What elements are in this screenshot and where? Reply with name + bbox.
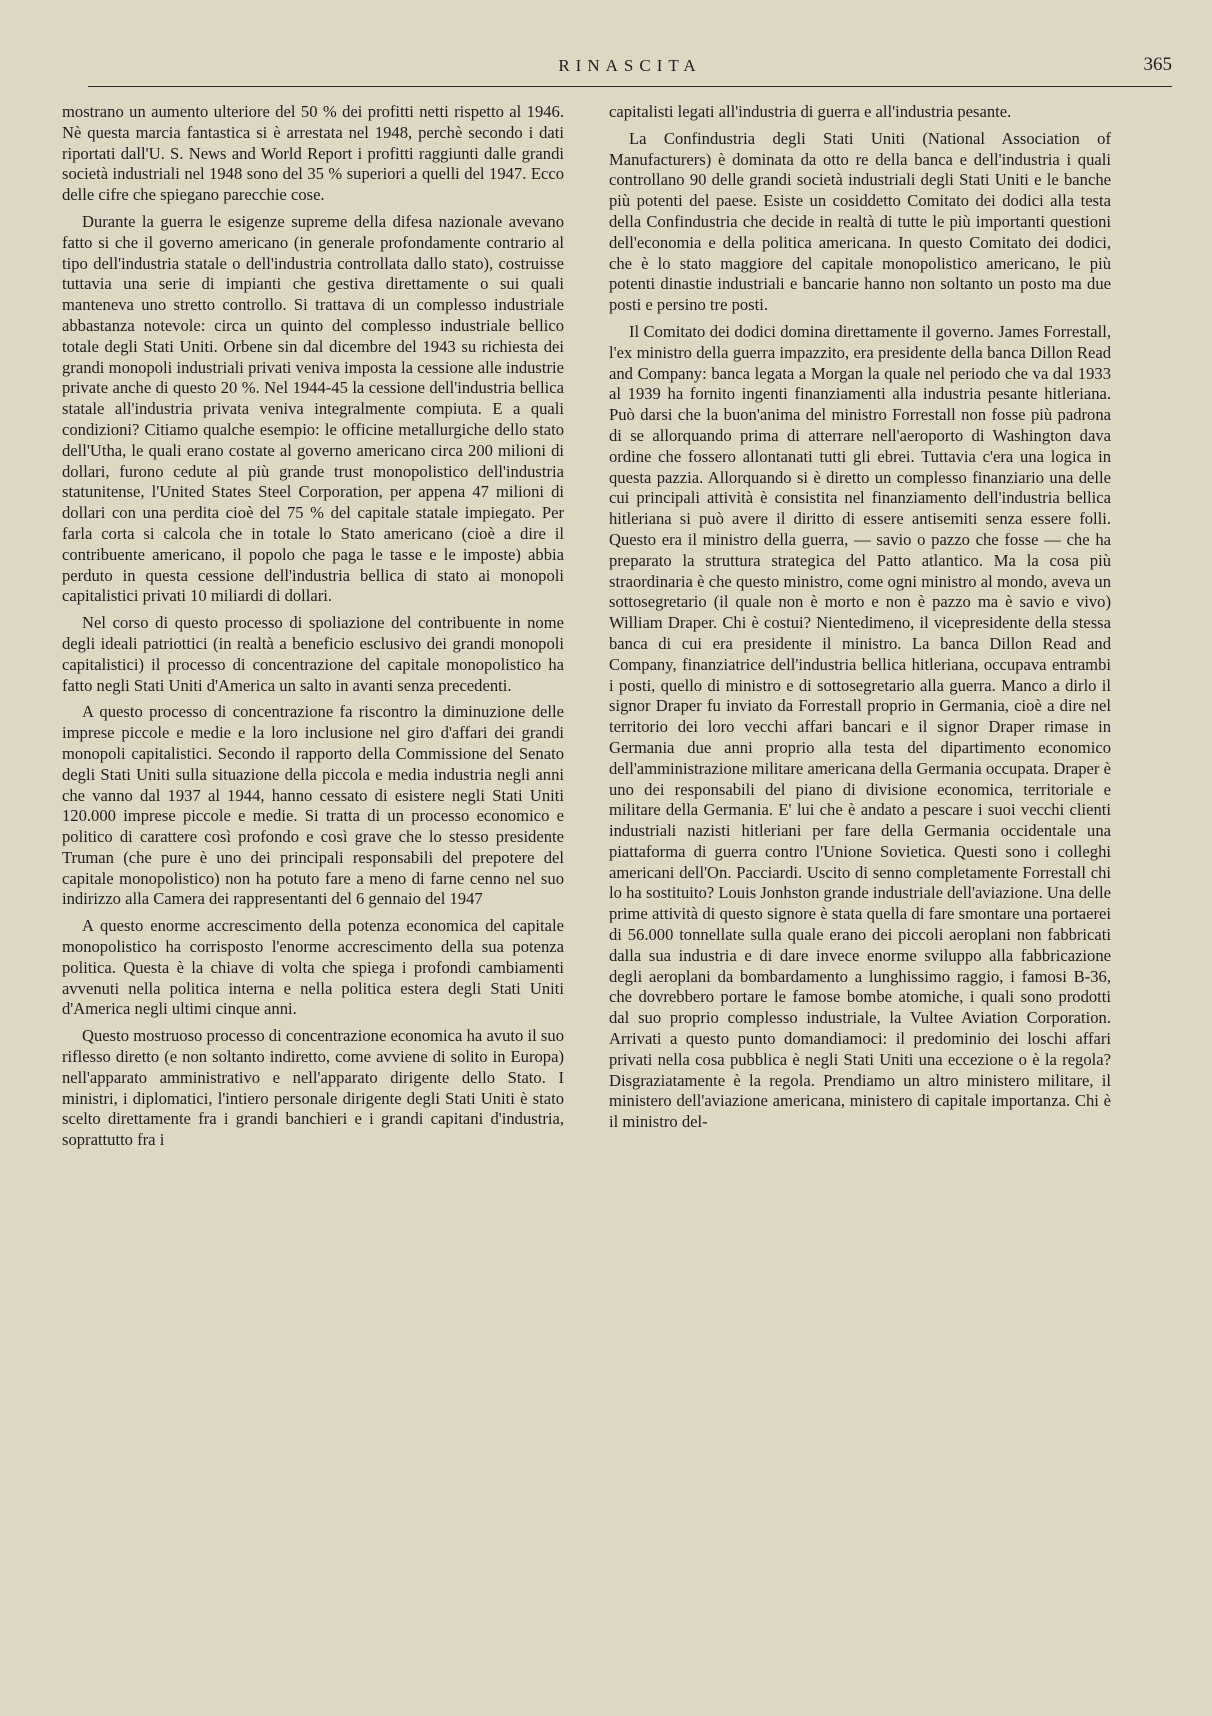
paragraph: capitalisti legati all'industria di guerra e all'industria pesante. (609, 102, 1012, 121)
paragraph: mostrano un aumento ulteriore del 50 % dei profitti netti rispetto al 1946. Nè questa marcia fantastica si è arrestata nel 1948, perchè secondo i dati riportati dall'U. S. News and World Report i profitti raggiunti dalle grandi società industriali nel 1948 sono del 35 % superiori a quelli del 1947. Ecco delle cifre che spiegano parecchie cose. (62, 102, 564, 205)
paragraph: Questo mostruoso processo di concentrazione economica ha avuto il suo riflesso diretto (e non soltanto indiretto, come avviene di solito in Europa) nell'apparato amministrativo e nell'apparato dirigente dello Stato. I ministri, i diplomatici, l'intiero personale dirigente degli Stati Uniti è stato scelto direttamente fra i grandi banchieri e i grandi capitani d'industria, soprattutto fra i (62, 1026, 564, 1150)
running-title: RINASCITA (558, 56, 702, 75)
paragraph: Durante la guerra le esigenze supreme della difesa nazionale avevano fatto si che il governo americano (in generale profondamente contrario al tipo dell'industria statale o dell'industria controllata dallo stato), costruisse tuttavia una serie di impianti che gestiva direttamente o sui quali manteneva uno stretto controllo. Si trattava di un complesso industriale abbastanza notevole: circa un quinto del complesso industriale bellico totale degli Stati Uniti. Orbene sin dal dicembre del 1943 su richiesta dei grandi monopoli industriali privati veniva imposta la cessione alle industrie private anche di questo 20 %. Nel 1944-45 la cessione dell'industria bellica statale all'industria privata veniva integralmente compiuta. E a quali condizioni? Citiamo qualche esempio: le officine metallurgiche dello stato dell'Utha, le quali erano costate al governo americano circa 200 milioni di dollari, furono cedute al più grande trust monopolistico dell'industria statunitense, l'United States Steel Corporation, per appena 47 milioni di dollari con una perdita cioè del 75 % del capitale statale impiegato. Per farla corta si calcola che in totale lo Stato americano (cioè a dire il contribuente americano, il popolo che paga le tasse e le imposte) abbia perduto in questa cessione dell'industria bellica di stato ai monopoli capitalistici privati 10 miliardi di dollari. (62, 211, 564, 606)
right-column (609, 102, 1111, 1139)
page-number: 365 (1143, 54, 1172, 75)
header-rule (88, 86, 1172, 87)
paragraph: A questo processo di concentrazione fa riscontro la diminuzione delle imprese piccole e medie e la loro inclusione nel giro d'affari dei grandi monopoli capitalistici. Secondo il rapporto della Commissione del Senato degli Stati Uniti sulla situazione della piccola e media industria negli anni che vanno dal 1937 al 1944, hanno cessato di esistere negli Stati Uniti 120.000 imprese piccole e medie. Si tratta di un processo economico e politico di carattere così profondo e così grave che lo stesso presidente Truman (che pure è uno dei principali responsabili del prepotere del capitale monopolistico) non ha potuto fare a meno di farne cenno nel suo indirizzo alla Camera dei rappresentanti del 6 gennaio del 1947 (62, 702, 564, 909)
paragraph: Il Comitato dei dodici domina direttamente il governo. James Forrestall, l'ex ministro della guerra impazzito, era presidente della banca Dillon Read and Company: banca legata a Morgan la quale nel periodo che va dal 1933 al 1939 ha fornito ingenti finanziamenti alla industria pesante hitleriana. Può darsi che la buon'anima del ministro Forrestall non fosse più padrona di se allorquando prima di atterrare nell'aeroporto di Washington dava ordine che fossero allontanati tutti gli ebrei. Tuttavia c'era una logica in questa pazzia. Allorquando si è diretto un complesso finanziario una delle cui principali attività è consistita nel finanziamento dell'industria bellica hitleriana si può avere il diritto di essere antisemiti senza essere folli. Questo era il ministro della guerra, — savio o pazzo che fosse — che ha preparato la struttura strategica del Patto atlantico. Ma la cosa più straordinaria è che questo ministro, come ogni ministro al mondo, aveva un sottosegretario (il quale non è morto e non è pazzo ma è savio e vivo) William Draper. Chi è costui? Nientedimeno, il vicepresidente della stessa banca di cui era presidente il ministro. La banca Dillon Read and Company, finanziatrice dell'industria bellica hitleriana, occupava entrambi i posti, quello di ministro e di sottosegretario alla guerra. Manco a dirlo il signor Draper fu inviato da Forrestall proprio in Germania, cioè a dire nel territorio dei loro vecchi affari bancari e il signor Draper rimase in Germania due anni proprio alla testa del dipartimento economico dell'amministrazione militare americana della Germania occupata. Draper è uno dei responsabili del piano di divisione economica, territoriale e militare della Germania. E' lui che è andato a pescare i suoi vecchi clienti industriali nazisti hitleriani per fare della Germania occidentale una piattaforma di guerra contro l'Unione Sovietica. Questi sono i colleghi americani dell'On. Pacciardi. Uscito di senno completamente Forrestall chi lo ha sostituito? Louis Jonhston grande industriale dell'aviazione. Una delle prime attività di questo signore è stata quella di fare smontare una portaerei di 56.000 tonnellate sulla quale erano dei piccoli aeroplani non fabbricati dalla sua industria e di dare invece enorme sviluppo alla fabbricazione degli aeroplani da bombardamento a lunghissimo raggio, i famosi B-36, che dovrebbero portare le famose bombe atomiche, i quali sono prodotti dal suo proprio complesso industriale, la Vultee Aviation Corporation. Arrivati a questo punto domandiamoci: il predominio dei loschi affari privati nella cosa pubblica è negli Stati Uniti una eccezione o è la regola? Disgraziatamente è la regola. Prendiamo un altro ministero militare, il ministero dell'aviazione americana, ministero di capitale importanza. Chi è il ministro del- (609, 321, 1111, 1132)
left-column (62, 102, 564, 1157)
paragraph: Nel corso di questo processo di spoliazione del contribuente in nome degli ideali patriottici (in realtà a beneficio esclusivo dei grandi monopoli capitalistici) il processo di concentrazione del capitale monopolistico ha fatto negli Stati Uniti d'America un salto in avanti senza precedenti. (62, 613, 564, 695)
page-header (88, 52, 1172, 86)
paragraph: A questo enorme accrescimento della potenza economica del capitale monopolistico ha corrisposto l'enorme accrescimento della sua potenza politica. Questa è la chiave di volta che spiega i profondi cambiamenti avvenuti nella politica interna e nella politica estera degli Stati Uniti d'America negli ultimi cinque anni. (62, 916, 564, 1019)
paragraph: La Confindustria degli Stati Uniti (National Association of Manufacturers) è dominata da otto re della banca e dell'industria i quali controllano 90 delle grandi società industriali degli Stati Uniti e le banche più potenti del paese. Esiste un cosiddetto Comitato dei dodici alla testa della Confindustria che decide in realtà di tutte le più importanti questioni dell'economia e della politica americana. In questo Comitato dei dodici, che è lo stato maggiore del capitale monopolistico americano, le più potenti dinastie industriali e bancarie hanno non soltanto un posto ma due posti e persino tre posti. (609, 128, 1111, 315)
